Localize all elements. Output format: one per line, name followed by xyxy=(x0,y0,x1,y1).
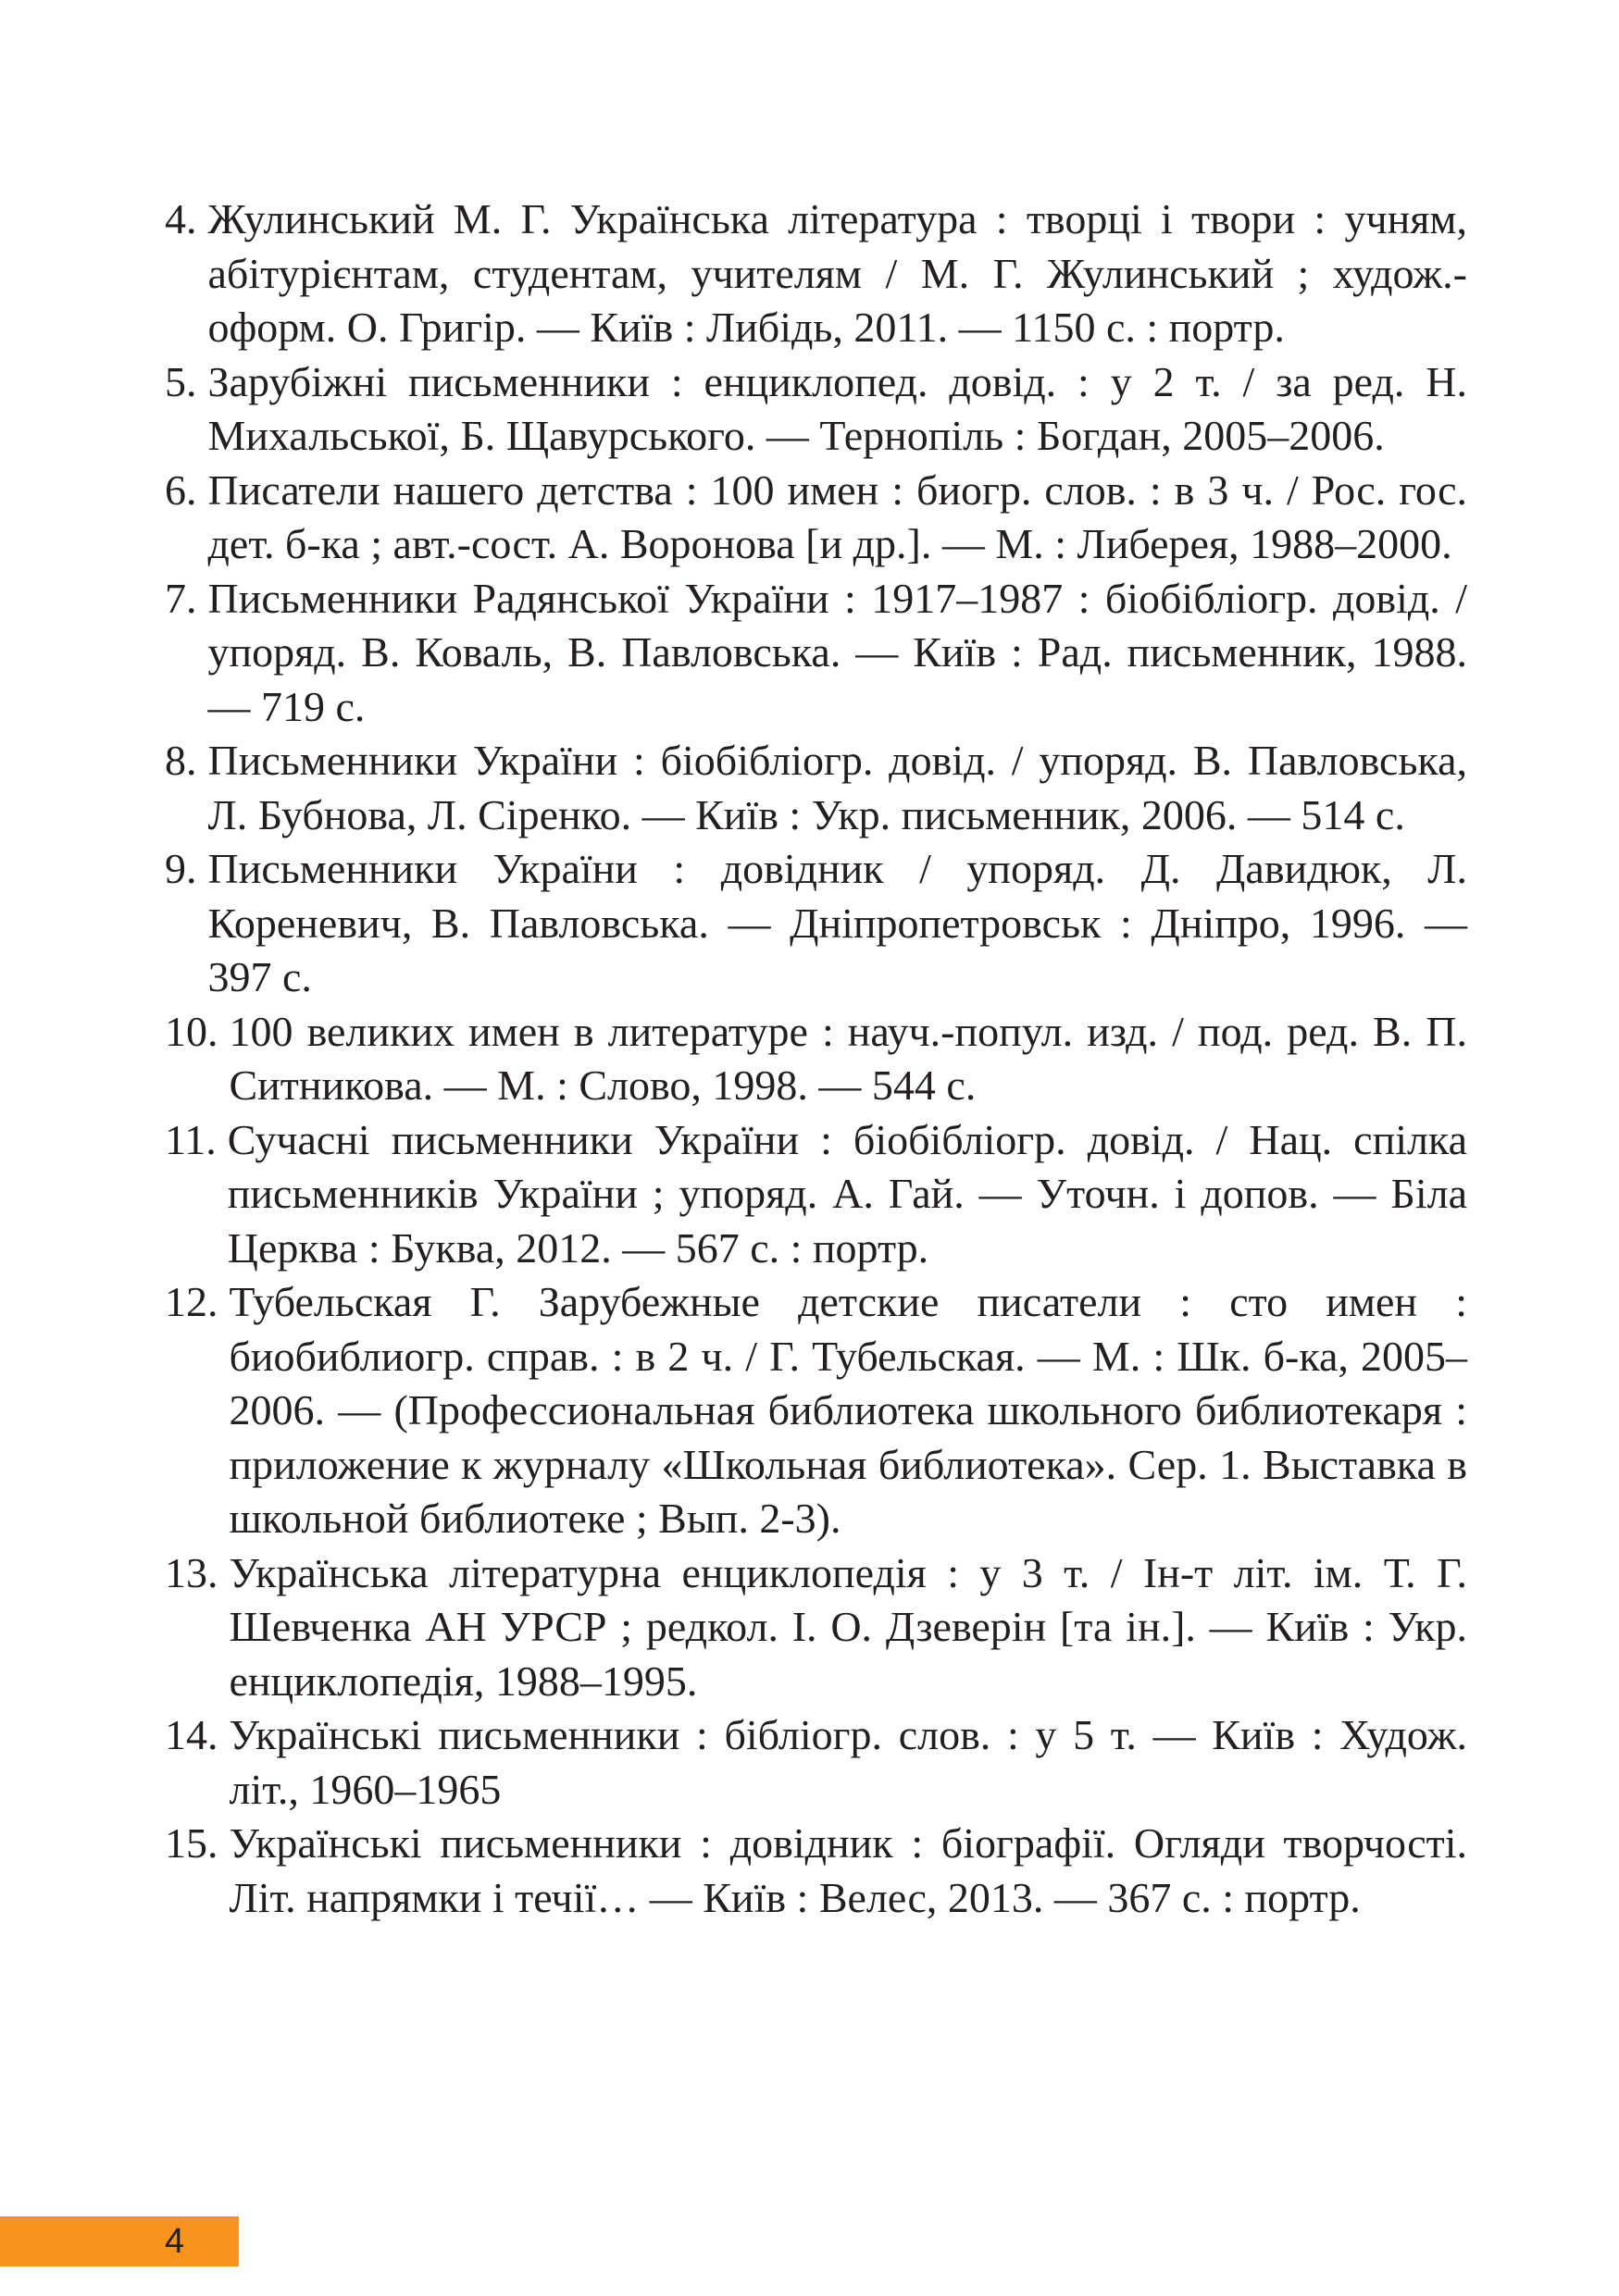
bibliography-entry xyxy=(165,464,1467,572)
entry-text: Письменники Радянської України : 1917–1987 : біобібліогр. довід. / упоряд. В. Коваль, В. Павловська. — Київ : Рад. письменник, 1988. — 719 с. xyxy=(207,574,1467,730)
bibliography-entry xyxy=(165,734,1467,842)
bibliography-entry xyxy=(165,192,1467,355)
entry-number: 9. xyxy=(165,845,197,892)
entry-text: Українська літературна енциклопедія : у 3 т. / Ін-т літ. ім. Т. Г. Шевченка АН УРСР ; редкол. І. О. Дзеверін [та ін.]. — Київ : Укр. енциклопедія, 1988–1995. xyxy=(229,1548,1467,1705)
page-number: 4 xyxy=(165,2222,185,2261)
bibliography-entry xyxy=(165,1005,1467,1113)
entry-number: 12. xyxy=(165,1278,218,1325)
entry-text: Письменники України : довідник / упоряд. Д. Давидюк, Л. Кореневич, В. Павловська. — Дніпропетровськ : Дніпро, 1996. — 397 с. xyxy=(207,845,1467,1000)
bibliography-entry xyxy=(165,355,1467,464)
bibliography-entry xyxy=(165,1275,1467,1546)
entry-text: Писатели нашего детства : 100 имен : биогр. слов. : в 3 ч. / Рос. гос. дет. б-ка ; авт.-сост. А. Воронова [и др.]. — М. : Либерея, 1988–2000. xyxy=(207,465,1467,567)
bibliography-entry xyxy=(165,1708,1467,1817)
entry-text: Тубельская Г. Зарубежные детские писатели : сто имен : биобиблиогр. справ. : в 2 ч. / Г. Тубельская. — М. : Шк. б-ка, 2005–2006. — (Профессиональная библиотека школьного библиотекаря : приложение к журналу «Школьная библиотека». Сер. 1. Выставка в школьной библиотеке ; Вып. 2-3). xyxy=(229,1278,1467,1542)
bibliography-entry xyxy=(165,572,1467,735)
entry-number: 8. xyxy=(165,737,197,784)
bibliography-list xyxy=(165,192,1467,1925)
entry-text: Зарубіжні письменники : енциклопед. довід. : у 2 т. / за ред. Н. Михальської, Б. Щавурського. — Тернопіль : Богдан, 2005–2006. xyxy=(207,357,1467,459)
entry-text: Сучасні письменники України : біобібліогр. довід. / Нац. спілка письменників України ; упоряд. А. Гай. — Уточн. і допов. — Біла Церква : Буква, 2012. — 567 с. : портр. xyxy=(227,1115,1467,1272)
bibliography-entry xyxy=(165,1113,1467,1276)
entry-number: 7. xyxy=(165,574,197,622)
entry-number: 14. xyxy=(165,1711,218,1758)
entry-number: 5. xyxy=(165,357,197,405)
entry-number: 6. xyxy=(165,465,197,514)
entry-text: Українські письменники : довідник : біографії. Огляди творчості. Літ. напрямки і течії… — Київ : Велес, 2013. — 367 с. : портр. xyxy=(229,1819,1467,1921)
bibliography-entry xyxy=(165,1817,1467,1925)
entry-number: 11. xyxy=(165,1115,217,1163)
entry-text: Письменники України : біобібліогр. довід. / упоряд. В. Павловська, Л. Бубнова, Л. Сіренко. — Київ : Укр. письменник, 2006. — 514 с. xyxy=(207,737,1467,838)
entry-text: Українські письменники : бібліогр. слов. : у 5 т. — Київ : Худож. літ., 1960–1965 xyxy=(229,1711,1467,1813)
entry-number: 13. xyxy=(165,1548,218,1596)
entry-number: 15. xyxy=(165,1819,218,1867)
entry-text: 100 великих имен в литературе : науч.-попул. изд. / под. ред. В. П. Ситникова. — М. : Слово, 1998. — 544 с. xyxy=(229,1007,1467,1109)
page-number-tab xyxy=(0,2216,239,2266)
bibliography-entry xyxy=(165,1546,1467,1709)
entry-number: 10. xyxy=(165,1007,218,1055)
entry-number: 4. xyxy=(165,195,197,242)
entry-text: Жулинський М. Г. Українська література : творці і твори : учням, абітурієнтам, студентам, учителям / М. Г. Жулинський ; худож.-оформ. О. Григір. — Київ : Либідь, 2011. — 1150 с. : портр. xyxy=(207,195,1467,351)
bibliography-entry xyxy=(165,842,1467,1005)
